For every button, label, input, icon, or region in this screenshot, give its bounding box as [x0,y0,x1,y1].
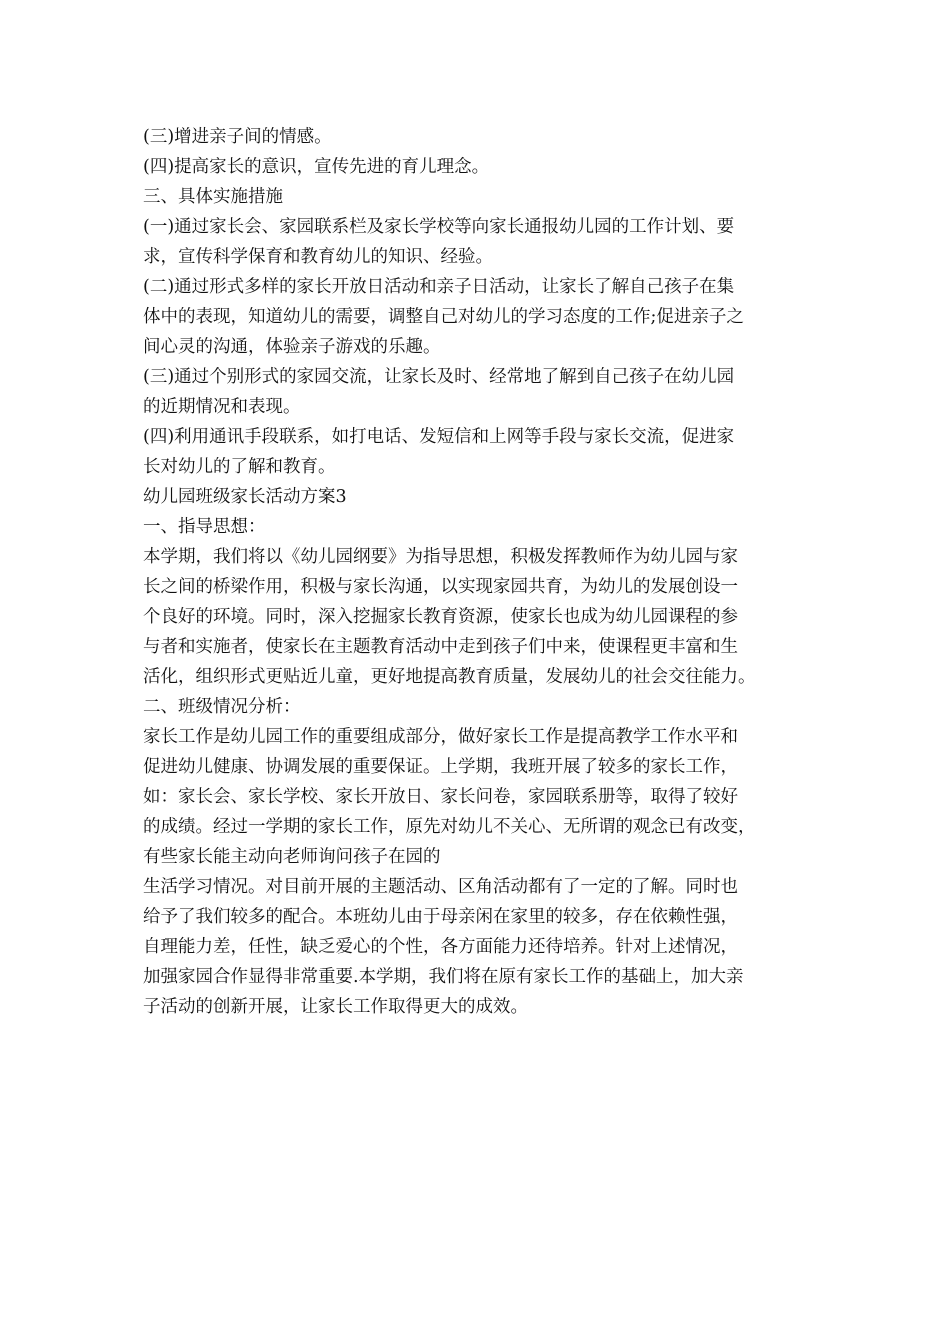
ideology-paragraph-line-5: 活化，组织形式更贴近儿童，更好地提高教育质量，发展幼儿的社会交往能力。 [143,667,756,687]
list-item-4: (四)提高家长的意识，宣传先进的育儿理念。 [143,157,490,177]
section-heading-implementation: 三、具体实施措施 [143,187,283,207]
ideology-paragraph-line-4: 与者和实施者，使家长在主题教育活动中走到孩子们中来，使课程更丰富和生 [143,637,738,657]
measure-4-line-2: 长对幼儿的了解和教育。 [143,457,336,477]
analysis-paragraph-line-5: 有些家长能主动向老师询问孩子在园的 [143,847,441,867]
measure-2-line-1: (二)通过形式多样的家长开放日活动和亲子日活动，让家长了解自己孩子在集 [143,277,735,297]
measure-3-line-1: (三)通过个别形式的家园交流，让家长及时、经常地了解到自己孩子在幼儿园 [143,367,735,387]
measure-2-line-3: 间心灵的沟通，体验亲子游戏的乐趣。 [143,337,441,357]
analysis-paragraph-line-6: 生活学习情况。对目前开展的主题活动、区角活动都有了一定的了解。同时也 [143,877,738,897]
measure-4-line-1: (四)利用通讯手段联系，如打电话、发短信和上网等手段与家长交流，促进家 [143,427,735,447]
measure-2-line-2: 体中的表现，知道幼儿的需要，调整自己对幼儿的学习态度的工作;促进亲子之 [143,307,744,327]
ideology-paragraph-line-2: 长之间的桥梁作用，积极与家长沟通，以实现家园共育，为幼儿的发展创设一 [143,577,738,597]
analysis-paragraph-line-1: 家长工作是幼儿园工作的重要组成部分，做好家长工作是提高教学工作水平和 [143,727,738,747]
measure-3-line-2: 的近期情况和表现。 [143,397,301,417]
list-item-3: (三)增进亲子间的情感。 [143,127,332,147]
analysis-paragraph-line-7: 给予了我们较多的配合。本班幼儿由于母亲闲在家里的较多，存在依赖性强， [143,907,738,927]
section-heading-class-analysis: 二、班级情况分析： [143,697,301,717]
analysis-paragraph-line-3: 如：家长会、家长学校、家长开放日、家长问卷，家园联系册等，取得了较好 [143,787,738,807]
analysis-paragraph-line-8: 自理能力差，任性，缺乏爱心的个性，各方面能力还待培养。针对上述情况， [143,937,738,957]
section-heading-guiding-ideology: 一、指导思想： [143,517,266,537]
analysis-paragraph-line-9: 加强家园合作显得非常重要.本学期，我们将在原有家长工作的基础上，加大亲 [143,967,744,987]
analysis-paragraph-line-2: 促进幼儿健康、协调发展的重要保证。上学期，我班开展了较多的家长工作， [143,757,738,777]
ideology-paragraph-line-3: 个良好的环境。同时，深入挖掘家长教育资源，使家长也成为幼儿园课程的参 [143,607,738,627]
ideology-paragraph-line-1: 本学期，我们将以《幼儿园纲要》为指导思想，积极发挥教师作为幼儿园与家 [143,547,738,567]
measure-1-line-1: (一)通过家长会、家园联系栏及家长学校等向家长通报幼儿园的工作计划、要 [143,217,735,237]
document-body [143,122,813,1022]
analysis-paragraph-line-10: 子活动的创新开展，让家长工作取得更大的成效。 [143,997,528,1017]
measure-1-line-2: 求，宣传科学保育和教育幼儿的知识、经验。 [143,247,493,267]
analysis-paragraph-line-4: 的成绩。经过一学期的家长工作，原先对幼儿不关心、无所谓的观念已有改变， [143,817,756,837]
plan-title: 幼儿园班级家长活动方案3 [143,487,347,507]
